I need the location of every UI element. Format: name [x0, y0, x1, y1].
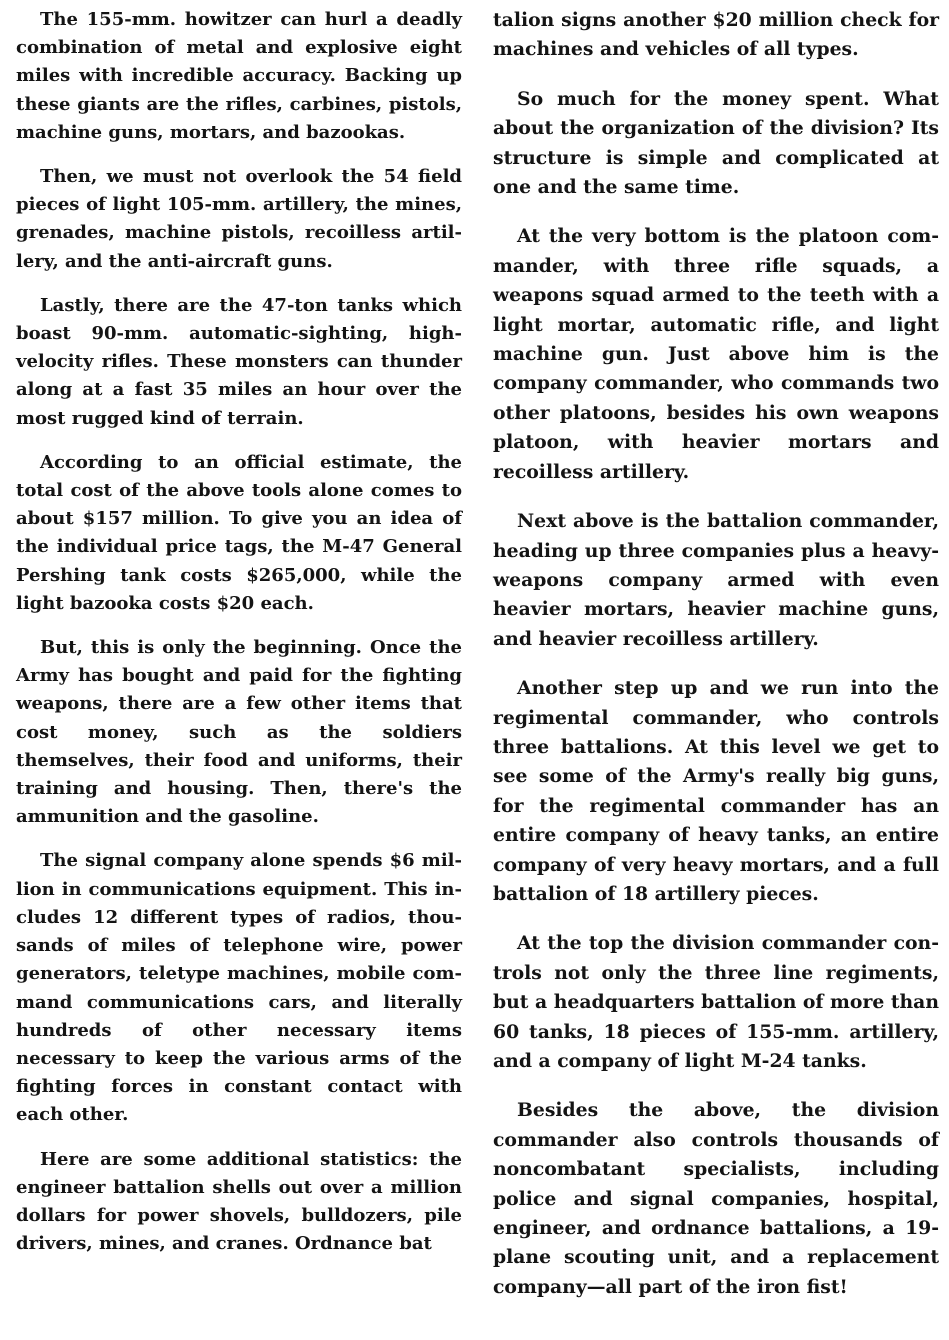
left-column	[16, 6, 462, 1274]
paragraph-organization: So much for the money spent. What about the organization of the division? Its structure is simple and complicated at one and the same time.	[493, 87, 939, 199]
paragraph-howitzer: The 155-mm. howitzer can hurl a deadly combination of metal and explosive eight miles with incredible accuracy. Backing up these giants are the rifles, carbines, pistols, machine guns, mortars, and bazookas.	[16, 9, 462, 143]
paragraph-tanks: Lastly, there are the 47-ton tanks which boast 90-mm. automatic-sighting, high-velocity rifles. These monsters can thunder along at a fast 35 miles an hour over the most rugged kind of terrain.	[16, 294, 462, 429]
paragraph-cost-estimate: According to an official estimate, the total cost of the above tools alone comes to about $157 million. To give you an idea of the individual price tags, the M-47 General Pershing tank costs $265,000, while the light bazooka costs $20 each.	[16, 451, 462, 614]
paragraph-noncombatant-specialists: Besides the above, the division commander also controls thousands of noncombatant specialists, including police and signal companies, hospital, engineer, and ordnance battalions, a 19-plane scouting unit, and a replacement company—all part of the iron fist!	[493, 1099, 939, 1298]
paragraph-regimental-commander: Another step up and we run into the regimental commander, who controls three battalions. At this level we get to see some of the Army's really big guns, for the regimental commander has an entire company of heavy tanks, an entire company of very heavy mortars, and a full battalion of 18 artillery pieces.	[493, 677, 939, 905]
paragraph-battalion-commander: Next above is the battalion commander, heading up three companies plus a heavy-weapons company armed with even heavier mortars, heavier machine guns, and heavier recoilless artillery.	[493, 510, 939, 650]
paragraph-division-commander: At the top the division commander controls not only the three line regiments, but a headquarters battalion of more than 60 tanks, 18 pieces of 155-mm. artillery, and a company of light M-24 tanks.	[493, 932, 939, 1072]
paragraph-additional-statistics: Here are some additional statistics: the engineer battalion shells out over a million dollars for power shovels, bulldozers, pile drivers, mines, and cranes. Ordnance bat	[16, 1148, 462, 1255]
paragraph-field-pieces: Then, we must not overlook the 54 field pieces of light 105-mm. artillery, the mines, grenades, machine pistols, recoilless artillery, and the anti-aircraft guns.	[16, 166, 462, 272]
right-column	[493, 6, 939, 1322]
paragraph-ordnance-continuation: talion signs another $20 million check for machines and vehicles of all types.	[493, 9, 939, 61]
paragraph-signal-company: The signal company alone spends $6 million in communications equipment. This includes 12 different types of radios, thousands of miles of telephone wire, power generators, teletype machines, mobile command communications cars, and literally hundreds of other necessary items necessary to keep the various arms of the fighting forces in constant contact with each other.	[16, 850, 462, 1126]
paragraph-platoon-commander: At the very bottom is the platoon commander, with three rifle squads, a weapons squad armed to the teeth with a light mortar, automatic rifle, and light machine gun. Just above him is the company commander, who commands two other platoons, besides his own weapons platoon, with heavier mortars and recoilless artillery.	[493, 225, 939, 483]
paragraph-other-items: But, this is only the beginning. Once the Army has bought and paid for the fighting weapons, there are a few other items that cost money, such as the soldiers themselves, their food and uniforms, their training and housing. Then, there's the ammunition and the gasoline.	[16, 637, 462, 828]
